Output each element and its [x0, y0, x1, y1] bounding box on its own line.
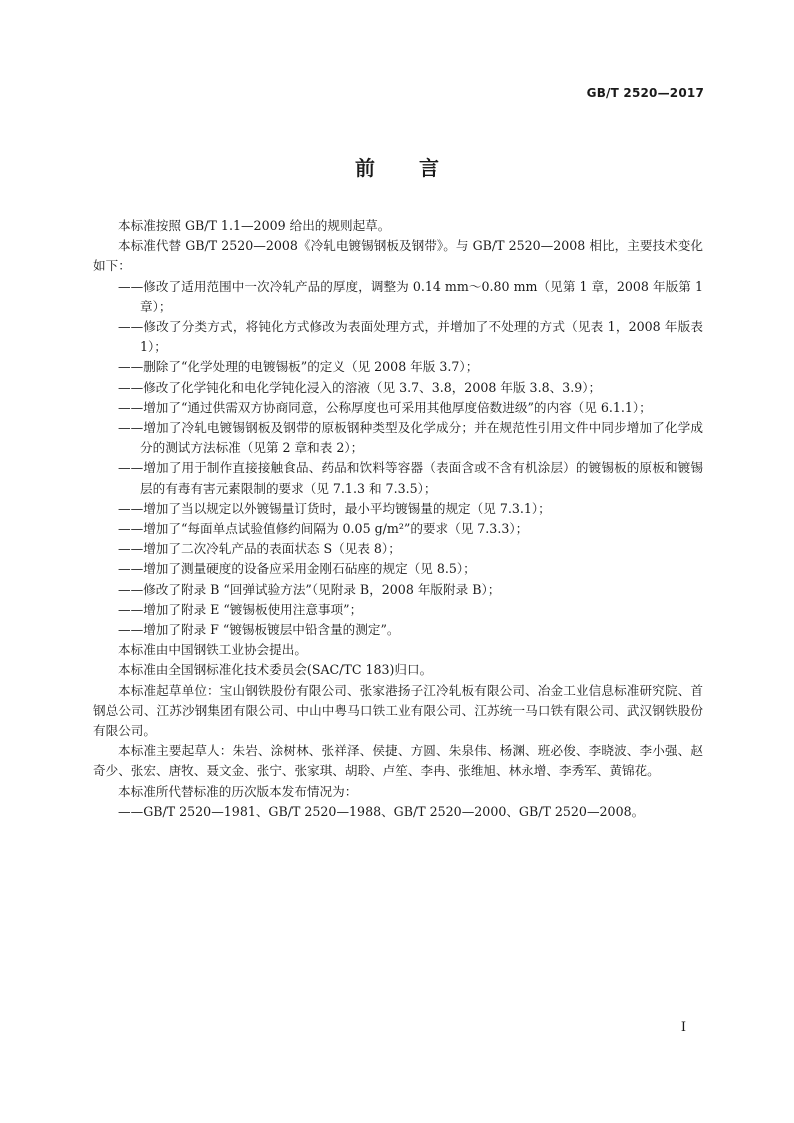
page-title: 前言: [355, 156, 483, 180]
change-item: ——增加了附录 F “镀锡板镀层中铅含量的测定”。: [118, 622, 400, 638]
paragraph-drafting-rules: 本标准按照 GB/T 1.1—2009 给出的规则起草。: [118, 218, 391, 233]
change-item: ——增加了“通过供需双方协商同意，公称厚度也可采用其他厚度倍数进级”的内容（见 6.1.1）；: [118, 399, 652, 415]
document-body: [93, 216, 703, 822]
change-item: ——增加了冷轧电镀锡钢板及钢带的原板钢种类型及化学成分；并在规范性引用文件中同步增加了化学成分的测试方法标准（见第 2 章和表 2）；: [118, 420, 703, 456]
change-item: ——增加了附录 E “镀锡板使用注意事项”；: [118, 601, 363, 617]
paragraph-history-intro: 本标准所代替标准的历次版本发布情况为：: [118, 783, 358, 799]
change-item: ——删除了“化学处理的电镀锡板”的定义（见 2008 年版 3.7）；: [118, 359, 479, 375]
change-item: ——增加了用于制作直接接触食品、药品和饮料等容器（表面含或不含有机涂层）的镀锡板的原板和镀锡层的有毒有害元素限制的要求（见 7.1.3 和 7.3.5）；: [118, 460, 703, 496]
standard-code: GB/T 2520—2017: [586, 86, 704, 100]
page-number: I: [680, 1020, 686, 1035]
history-item: ——GB/T 2520—1981、GB/T 2520—1988、GB/T 2520—2000、GB/T 2520—2008。: [118, 803, 645, 819]
change-item: ——增加了测量硬度的设备应采用金刚石砧座的规定（见 8.5）；: [118, 561, 476, 577]
paragraph-proposer: 本标准由中国钢铁工业协会提出。: [118, 642, 307, 658]
paragraph-drafting-units: 本标准起草单位：宝山钢铁股份有限公司、张家港扬子江冷轧板有限公司、冶金工业信息标准研究院、首钢总公司、江苏沙钢集团有限公司、中山中粤马口铁工业有限公司、江苏统一马口铁有限公司、武汉钢铁股份有限公司。: [93, 682, 703, 739]
change-item: ——修改了适用范围中一次冷轧产品的厚度，调整为 0.14 mm～0.80 mm（见第 1 章，2008 年版第 1 章）；: [118, 278, 703, 314]
paragraph-committee: 本标准由全国钢标准化技术委员会(SAC/TC 183)归口。: [118, 662, 433, 678]
change-item: ——修改了附录 B “回弹试验方法”（见附录 B，2008 年版附录 B）；: [118, 581, 501, 597]
change-item: ——增加了“每面单点试验值修约间隔为 0.05 g/m²”的要求（见 7.3.3）；: [118, 521, 529, 537]
paragraph-drafters: 本标准主要起草人：朱岩、涂树林、张祥泽、侯捷、方圆、朱泉伟、杨渊、班必俊、李晓波、李小强、赵奇少、张宏、唐牧、聂文金、张宁、张家琪、胡聆、卢笙、李冉、张维旭、林永增、李秀军、黄锦花。: [93, 743, 703, 779]
change-item: ——增加了当以规定以外镀锡量订货时，最小平均镀锡量的规定（见 7.3.1）；: [118, 500, 551, 516]
change-item: ——增加了二次冷轧产品的表面状态 S（见表 8）；: [118, 541, 401, 557]
paragraph-replaces: 本标准代替 GB/T 2520—2008《冷轧电镀锡钢板及钢带》。与 GB/T 2520—2008 相比，主要技术变化如下：: [93, 238, 703, 274]
change-item: ——修改了化学钝化和电化学钝化浸入的溶液（见 3.7、3.8，2008 年版 3.8、3.9）；: [118, 379, 602, 395]
change-item: ——修改了分类方式，将钝化方式修改为表面处理方式，并增加了不处理的方式（见表 1，2008 年版表 1）；: [118, 319, 703, 355]
